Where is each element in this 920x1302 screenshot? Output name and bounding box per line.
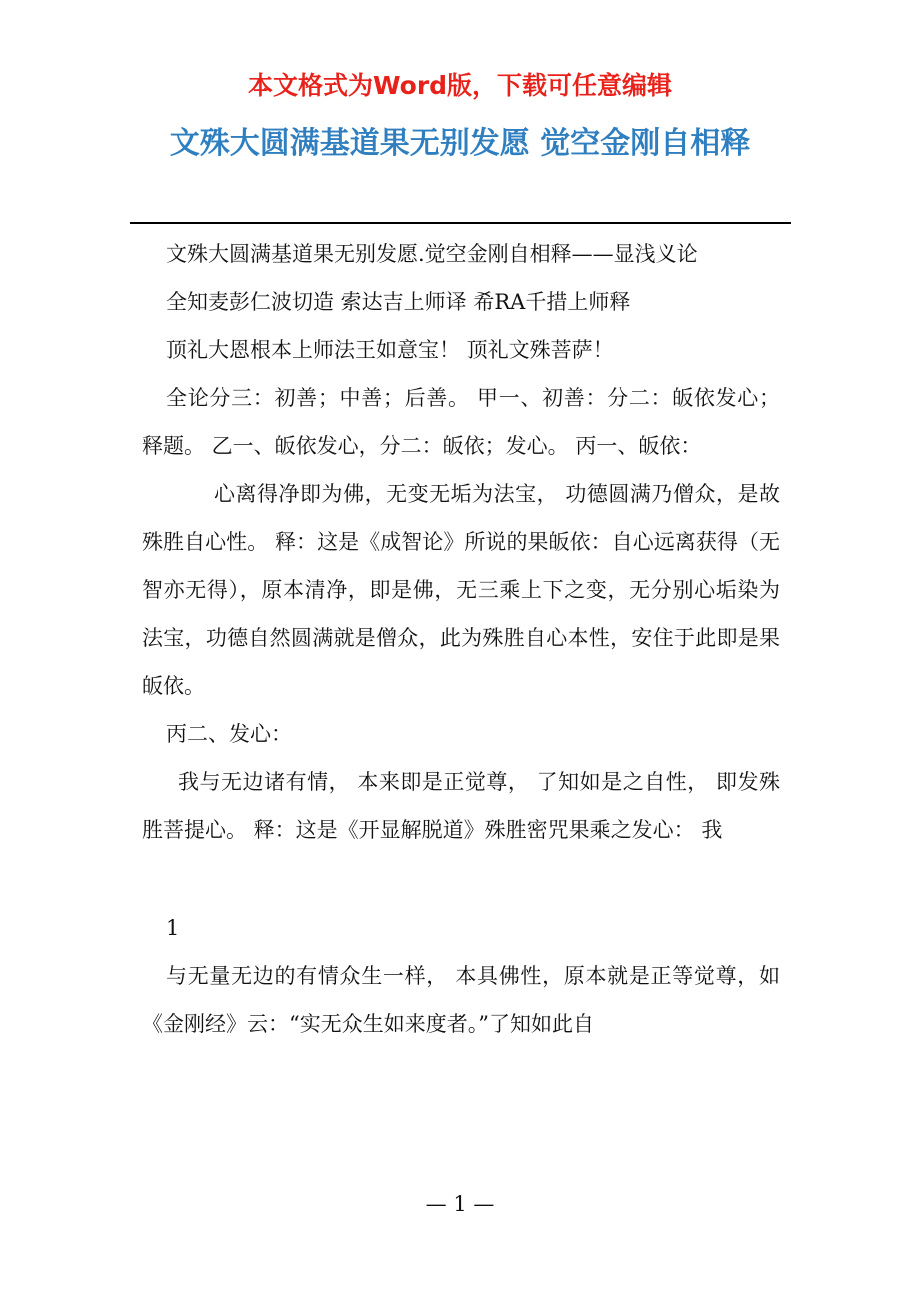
paragraph-intro: 文殊大圆满基道果无别发愿.觉空金刚自相释——显浅义论 (166, 242, 698, 266)
page-number: — 1 — (425, 1192, 495, 1216)
paragraph-homage: 顶礼大恩根本上师法王如意宝！ 顶礼文殊菩萨！ (166, 338, 614, 362)
paragraph-outline: 全论分三：初善；中善；后善。 甲一、初善：分二：皈依发心；释题。 乙一、皈依发心，分二：皈依；发心。 丙一、皈依： (142, 386, 780, 458)
title-divider (130, 222, 791, 224)
document-body (142, 230, 780, 1048)
paragraph-refuge: 心离得净即为佛，无变无垢为法宝， 功德圆满乃僧众，是故殊胜自心性。 释：这是《成智论》所说的果皈依：自心远离获得（无智亦无得），原本清净，即是佛，无三乘上下之变，无分别心垢染为法宝，功德自然圆满就是僧众，此为殊胜自心本性，安住于此即是果皈依。 (142, 482, 780, 698)
paragraph-number: 1 (166, 916, 180, 940)
paragraph-heading-bodhicitta: 丙二、发心： (166, 722, 292, 746)
paragraph-author: 全知麦彭仁波切造 索达吉上师译 希RA千措上师释 (166, 290, 631, 314)
paragraph-bodhicitta: 我与无边诸有情， 本来即是正觉尊， 了知如是之自性， 即发殊胜菩提心。 释：这是《开显解脱道》殊胜密咒果乘之发心： 我 (142, 770, 780, 842)
paragraph-continuation: 与无量无边的有情众生一样， 本具佛性，原本就是正等觉尊，如《金刚经》云：“实无众生如来度者。”了知如此自 (142, 964, 780, 1036)
document-title: 文殊大圆满基道果无别发愿 觉空金刚自相释 (169, 126, 751, 161)
format-banner: 本文格式为Word版，下载可任意编辑 (247, 71, 673, 100)
